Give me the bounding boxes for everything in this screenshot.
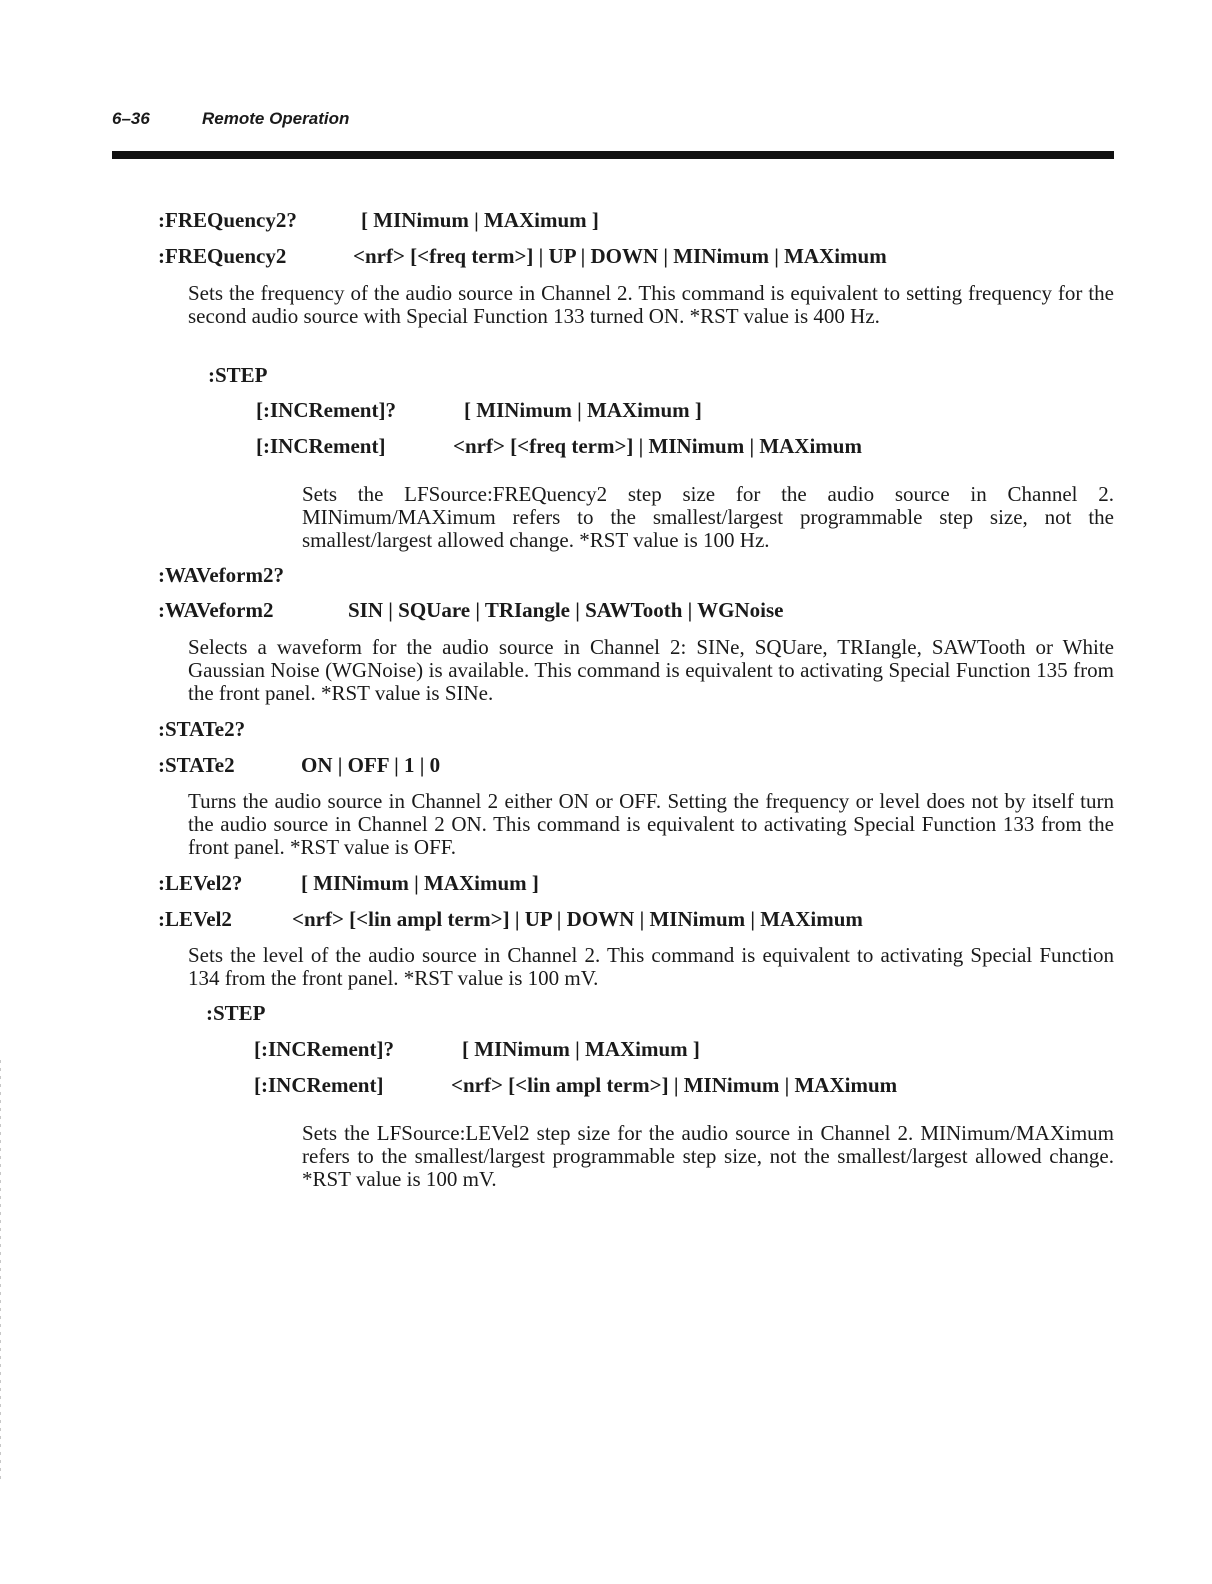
scan-edge-mark (0, 1060, 1, 1480)
command-params: [ MINimum | MAXimum ] (361, 208, 599, 232)
command-description: Selects a waveform for the audio source in Channel 2: SINe, SQUare, TRIangle, SAWTooth or White Gaussian Noise (WGNoise) is available. This command is equivalent to activating Special Function 135 from the front panel. *RST value is SINe. (188, 635, 1114, 705)
command-params: <nrf> [<lin ampl term>] | MINimum | MAXimum (451, 1073, 898, 1097)
command-line (158, 208, 599, 232)
section-title: Remote Operation (202, 109, 350, 128)
command-name: [:INCRement] (254, 1073, 384, 1097)
command-line (158, 244, 887, 268)
command-name: :LEVel2 (158, 907, 232, 931)
command-name: [:INCRement]? (256, 398, 396, 422)
command-params: SIN | SQUare | TRIangle | SAWTooth | WGNoise (348, 598, 784, 622)
subcommand-line (208, 363, 268, 387)
command-line (158, 717, 245, 741)
subcommand-line (206, 1001, 266, 1025)
command-line (254, 1073, 898, 1097)
command-params: [ MINimum | MAXimum ] (464, 398, 702, 422)
command-params: ON | OFF | 1 | 0 (301, 753, 441, 777)
command-description: Sets the LFSource:LEVel2 step size for the audio source in Channel 2. MINimum/MAXimum refers to the smallest/largest programmable step size, not the smallest/largest allowed change. *RST value is 100 mV. (302, 1121, 1114, 1191)
command-params: [ MINimum | MAXimum ] (301, 871, 539, 895)
command-name: :WAVeform2 (158, 598, 274, 622)
command-line (256, 398, 702, 422)
command-name: :FREQuency2? (158, 208, 297, 232)
command-line (158, 598, 784, 622)
page-number: 6–36 (112, 109, 150, 128)
command-line (158, 907, 863, 931)
command-description: Sets the LFSource:FREQuency2 step size for the audio source in Channel 2. MINimum/MAXimum refers to the smallest/largest programmable step size, not the smallest/largest allowed change. *RST value is 100 Hz. (302, 482, 1114, 552)
command-name: :WAVeform2? (158, 563, 284, 587)
command-params: [ MINimum | MAXimum ] (462, 1037, 700, 1061)
command-line (256, 434, 862, 458)
command-params: <nrf> [<lin ampl term>] | UP | DOWN | MINimum | MAXimum (292, 907, 863, 931)
command-name: :LEVel2? (158, 871, 243, 895)
command-params: <nrf> [<freq term>] | UP | DOWN | MINimum | MAXimum (353, 244, 887, 268)
command-description: Sets the level of the audio source in Channel 2. This command is equivalent to activating Special Function 134 from the front panel. *RST value is 100 mV. (188, 943, 1114, 990)
command-params: <nrf> [<freq term>] | MINimum | MAXimum (453, 434, 862, 458)
command-description: Turns the audio source in Channel 2 either ON or OFF. Setting the frequency or level does not by itself turn the audio source in Channel 2 ON. This command is equivalent to activating Special Function 133 from the front panel. *RST value is OFF. (188, 789, 1114, 859)
command-name: [:INCRement] (256, 434, 386, 458)
command-line (254, 1037, 700, 1061)
command-name: :STATe2 (158, 753, 235, 777)
command-name: :FREQuency2 (158, 244, 287, 268)
command-name: :STEP (208, 363, 268, 387)
command-line (158, 563, 284, 587)
command-name: :STEP (206, 1001, 266, 1025)
command-line (158, 753, 441, 777)
command-description: Sets the frequency of the audio source in Channel 2. This command is equivalent to setting frequency for the second audio source with Special Function 133 turned ON. *RST value is 400 Hz. (188, 281, 1114, 328)
header-rule (112, 151, 1114, 159)
command-line (158, 871, 539, 895)
command-name: [:INCRement]? (254, 1037, 394, 1061)
command-name: :STATe2? (158, 717, 246, 741)
